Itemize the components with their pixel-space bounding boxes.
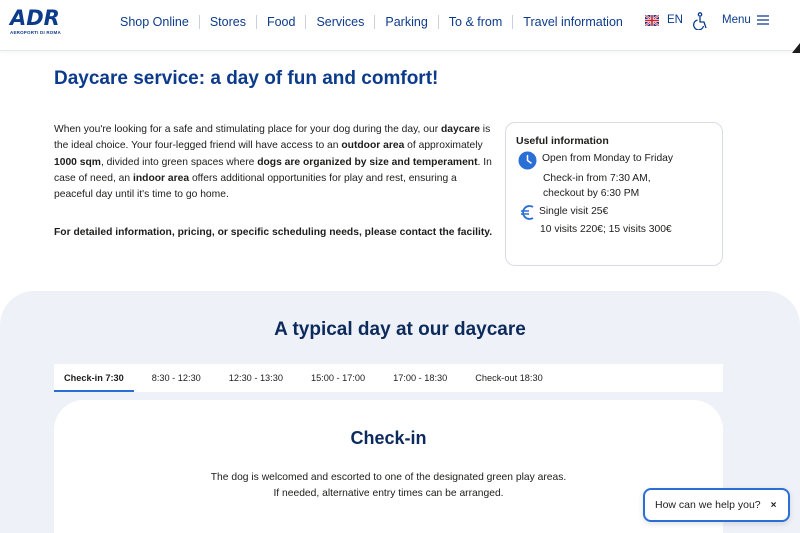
panel-description	[54, 470, 723, 502]
intro-bold-daycare: daycare	[441, 124, 480, 135]
nav-to-from[interactable]: To & from	[448, 15, 503, 29]
adr-logo[interactable]	[10, 8, 68, 38]
tab-morning[interactable]: 8:30 - 12:30	[151, 373, 201, 383]
nav-parking[interactable]: Parking	[385, 15, 428, 29]
intro-text: of approximately	[404, 140, 483, 152]
info-card-title: Useful information	[516, 135, 609, 147]
nav-shop-online[interactable]: Shop Online	[120, 15, 189, 29]
logo-subtitle: AEROPORTI DI ROMA	[10, 30, 61, 35]
info-hours-checkin: Check-in from 7:30 AM,	[543, 173, 651, 184]
intro-bold-outdoor: outdoor area	[341, 140, 405, 152]
menu-button[interactable]	[722, 14, 769, 26]
info-price-bundles: 10 visits 220€; 15 visits 300€	[540, 224, 672, 235]
tab-check-in[interactable]: Check-in 7:30	[54, 364, 134, 392]
intro-bold-indoor: indoor area	[133, 172, 190, 184]
intro-text: is the ideal choice. Your four-legged friend will have access to an	[54, 124, 491, 152]
intro-paragraph	[54, 122, 494, 203]
intro-text: , divided into green spaces where	[100, 156, 258, 168]
clock-icon	[518, 151, 537, 170]
close-icon[interactable]: ×	[770, 499, 777, 511]
language-label: EN	[667, 14, 683, 26]
intro-bold-area: 1000 sqm	[54, 156, 101, 168]
panel-line: The dog is welcomed and escorted to one of the designated green play areas.	[210, 472, 567, 483]
menu-label: Menu	[722, 14, 751, 26]
help-label: How can we help you?	[655, 499, 761, 511]
page-title: Daycare service: a day of fun and comfort!	[54, 68, 439, 89]
useful-information-card	[505, 122, 723, 266]
uk-flag-icon	[645, 15, 659, 26]
nav-services[interactable]: Services	[316, 15, 365, 29]
info-hours-checkout: checkout by 6:30 PM	[543, 188, 640, 199]
nav-stores[interactable]: Stores	[209, 15, 246, 29]
contact-note: For detailed information, pricing, or specific scheduling needs, please contact the facility.	[54, 227, 493, 238]
tab-evening[interactable]: 17:00 - 18:30	[393, 373, 448, 383]
section-title: A typical day at our daycare	[274, 319, 526, 340]
intro-text: offers additional opportunities for play and rest, ensuring a peaceful day until it's time to go home.	[54, 172, 457, 201]
info-price-single: Single visit 25€	[539, 206, 609, 217]
intro-bold-organized: dogs are organized by size and temperament	[257, 156, 478, 168]
language-selector[interactable]	[645, 14, 683, 26]
logo-text: ADR	[10, 6, 60, 30]
intro-text: . In case of need, an	[54, 156, 492, 184]
scroll-corner-icon	[792, 43, 800, 53]
panel-title: Check-in	[350, 428, 427, 448]
site-header	[0, 0, 800, 51]
intro-text: When you're looking for a safe and stimulating place for your dog during the day, our	[54, 124, 441, 135]
help-chat-widget[interactable]	[643, 488, 790, 522]
tab-panel	[54, 400, 723, 533]
panel-line: If needed, alternative entry times can be arranged.	[273, 488, 504, 499]
tab-check-out[interactable]: Check-out 18:30	[475, 373, 543, 383]
euro-icon	[518, 203, 537, 222]
nav-travel-information[interactable]: Travel information	[523, 15, 623, 29]
hamburger-icon	[757, 15, 769, 25]
schedule-tabs	[54, 364, 723, 392]
nav-food[interactable]: Food	[266, 15, 296, 29]
accessibility-icon[interactable]	[691, 12, 709, 30]
tab-lunch[interactable]: 12:30 - 13:30	[228, 373, 283, 383]
main-nav	[110, 14, 633, 30]
info-hours-days: Open from Monday to Friday	[542, 153, 674, 164]
tab-afternoon[interactable]: 15:00 - 17:00	[310, 373, 366, 383]
